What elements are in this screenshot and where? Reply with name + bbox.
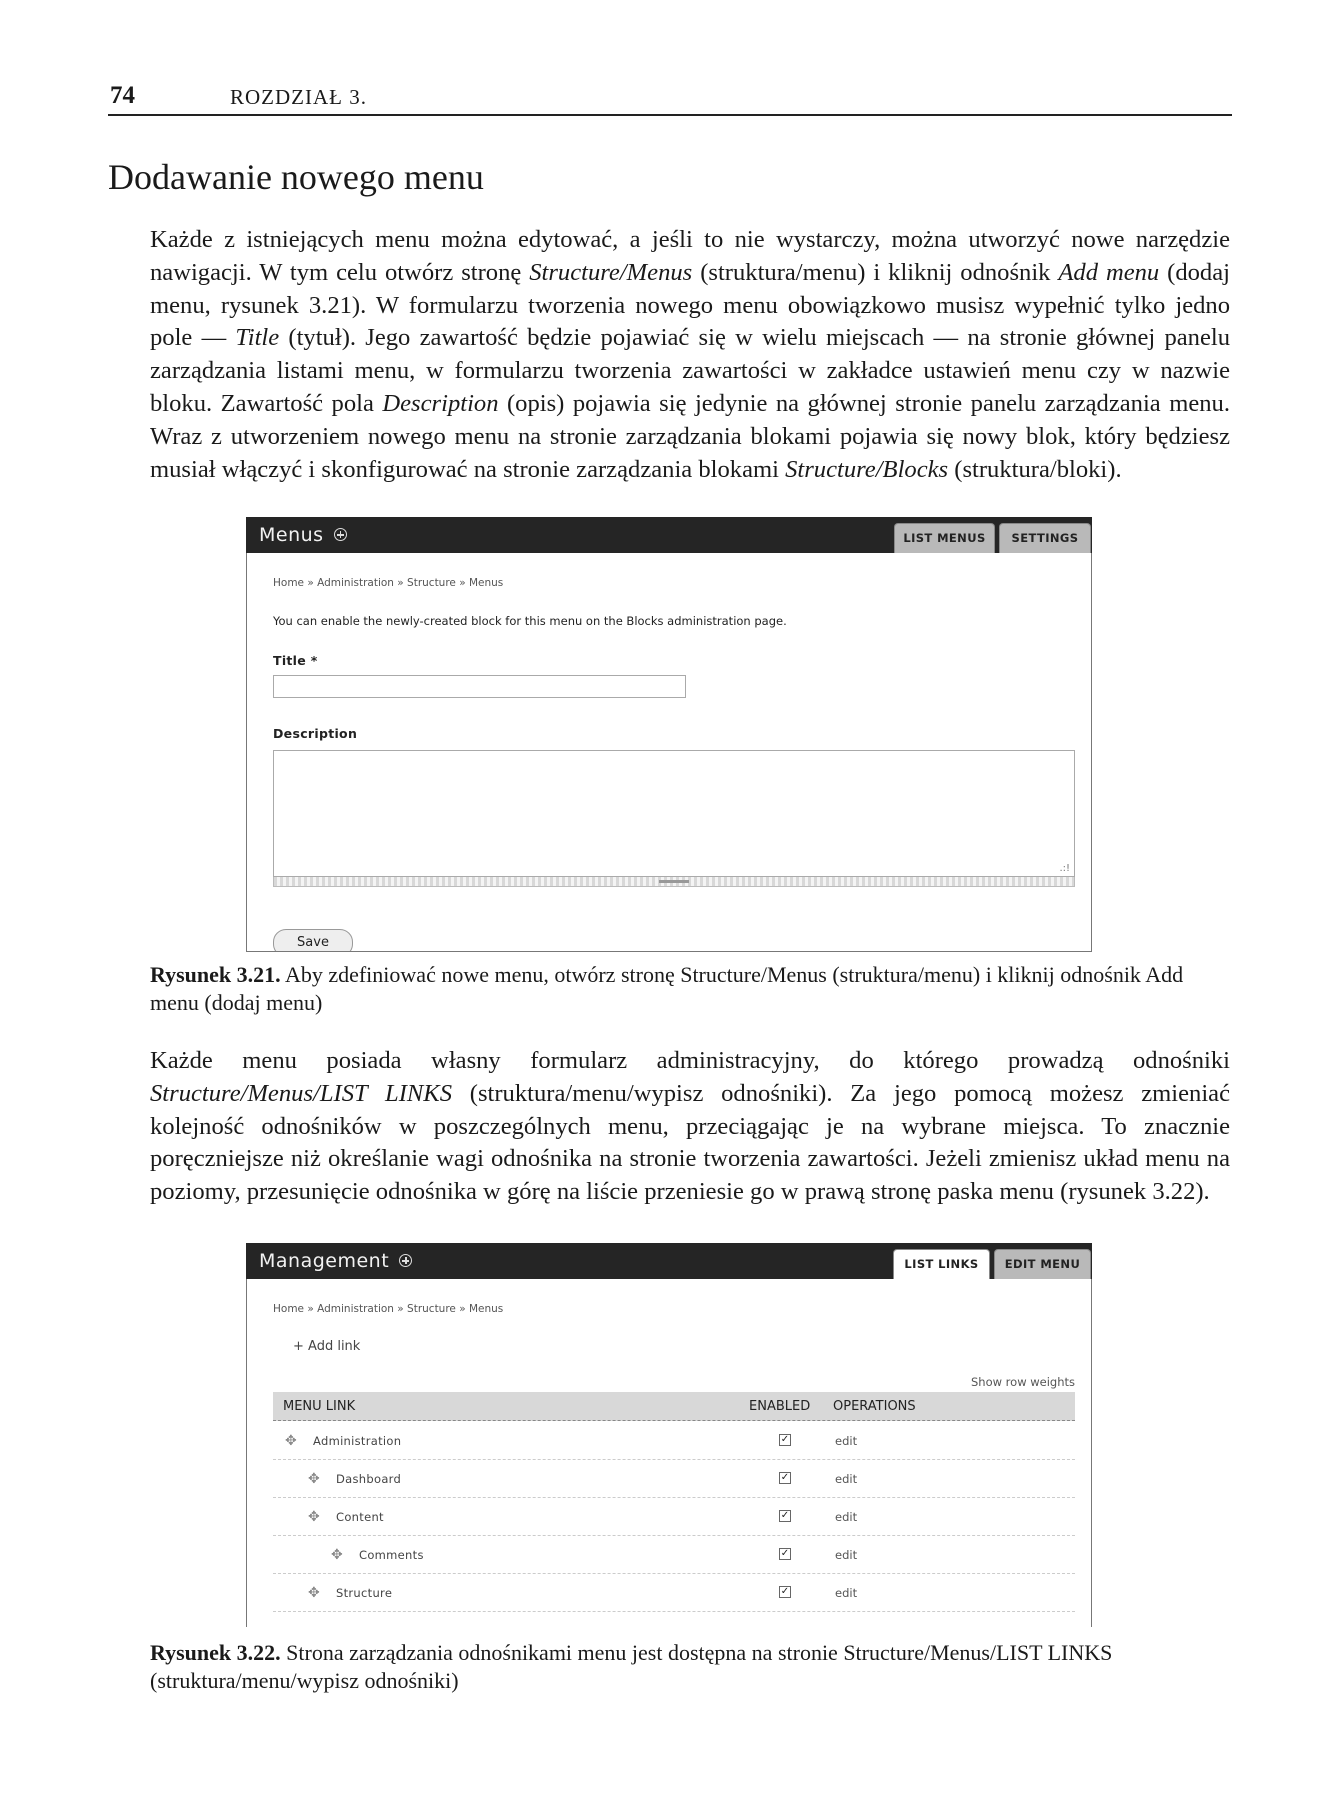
- edit-link[interactable]: edit: [835, 1548, 858, 1562]
- table-row: [273, 1421, 1075, 1460]
- column-header-enabled: ENABLED: [749, 1399, 811, 1414]
- title-input[interactable]: [273, 675, 686, 698]
- save-button[interactable]: Save: [273, 929, 353, 952]
- menu-link-label[interactable]: Structure: [336, 1586, 393, 1600]
- add-shortcut-icon[interactable]: [399, 1254, 412, 1267]
- tab-list-links[interactable]: LIST LINKS: [893, 1249, 990, 1279]
- figure-caption-3-21: Rysunek 3.21. Aby zdefiniować nowe menu, otwórz stronę Structure/Menus (struktura/menu) i kliknij odnośnik Add menu (dodaj menu): [150, 962, 1184, 1015]
- drag-handle-icon[interactable]: ✥: [285, 1433, 297, 1449]
- grip-handle: [659, 880, 689, 883]
- show-row-weights-link[interactable]: Show row weights: [971, 1375, 1076, 1389]
- column-header-menu-link: MENU LINK: [283, 1399, 356, 1414]
- section-title: Dodawanie nowego menu: [108, 157, 484, 197]
- breadcrumb[interactable]: Home » Administration » Structure » Menus: [273, 1303, 504, 1315]
- description-field-label: Description: [273, 726, 358, 741]
- running-header: [108, 76, 1232, 116]
- figure-management-screenshot: [246, 1243, 1092, 1627]
- menu-link-label[interactable]: Administration: [313, 1434, 402, 1448]
- edit-link[interactable]: edit: [835, 1510, 858, 1524]
- resize-corner-icon: .:!: [1059, 863, 1070, 874]
- table-row: [273, 1459, 1075, 1498]
- figure-menus-screenshot: [246, 517, 1092, 952]
- screenshot-title: Management: [259, 1250, 412, 1272]
- enabled-checkbox[interactable]: ✓: [780, 1548, 790, 1559]
- drag-handle-icon[interactable]: ✥: [308, 1509, 320, 1525]
- page-number: 74: [110, 82, 135, 109]
- drag-handle-icon[interactable]: ✥: [331, 1547, 343, 1563]
- figure-caption-3-22: Rysunek 3.22. Strona zarządzania odnośnikami menu jest dostępna na stronie Structure/Menus/LIST LINKS (struktura/menu/wypisz odnośniki): [150, 1640, 1113, 1693]
- description-textarea[interactable]: [273, 750, 1075, 877]
- paragraph-1: Każde z istniejących menu można edytować, a jeśli to nie wystarczy, można utworzyć nowe narzędzie nawigacji. W tym celu otwórz stronę Structure/Menus (struktura/menu) i kliknij odnośnik Add menu (dodaj menu, rysunek 3.21). W formularzu tworzenia nowego menu obowiązkowo musisz wypełnić tylko jedno pole — Title (tytuł). Jego zawartość będzie pojawiać się w wielu miejscach — na stronie głównej panelu zarządzania listami menu, w formularzu tworzenia zawartości w zakładce ustawień menu czy w nazwie bloku. Zawartość pola Description (opis) pojawia się jedynie na głównej stronie panelu zarządzania menu. Wraz z utworzeniem nowego menu na stronie zarządzania blokami pojawia się nowy blok, który będziesz musiał włączyć i skonfigurować na stronie zarządzania blokami Structure/Blocks (struktura/bloki).: [150, 226, 1231, 483]
- screenshot-title-bar: [246, 1243, 1092, 1279]
- add-link-button[interactable]: + Add link: [293, 1339, 361, 1354]
- menu-link-label[interactable]: Content: [336, 1510, 384, 1524]
- drag-handle-icon[interactable]: ✥: [308, 1471, 320, 1487]
- enabled-checkbox[interactable]: ✓: [780, 1472, 790, 1483]
- paragraph-2: Każde menu posiada własny formularz administracyjny, do którego prowadzą odnośniki Structure/Menus/LIST LINKS (struktura/menu/wypisz odnośniki). Za jego pomocą możesz zmieniać kolejność odnośników w poszczególnych menu, przeciągając je na wybrane miejsca. To znacznie poręczniejsze niż określanie wagi odnośnika na stronie tworzenia zawartości. Jeżeli zmienisz układ menu na poziomy, przesunięcie odnośnika w górę na liście przeniesie go w prawą stronę paska menu (rysunek 3.22).: [150, 1047, 1230, 1206]
- table-row: [273, 1535, 1075, 1574]
- screenshot-body: [246, 553, 1092, 951]
- edit-link[interactable]: edit: [835, 1434, 858, 1448]
- breadcrumb[interactable]: Home » Administration » Structure » Menus: [273, 577, 504, 589]
- tab-settings[interactable]: SETTINGS: [999, 523, 1091, 553]
- table-header: [273, 1392, 1075, 1421]
- enabled-checkbox[interactable]: ✓: [780, 1586, 790, 1597]
- enabled-checkbox[interactable]: ✓: [780, 1434, 790, 1445]
- tab-list-menus[interactable]: LIST MENUS: [894, 523, 995, 553]
- column-header-operations: OPERATIONS: [833, 1399, 916, 1414]
- chapter-label: ROZDZIAŁ 3.: [230, 85, 367, 109]
- add-shortcut-icon[interactable]: [334, 528, 347, 541]
- enabled-checkbox[interactable]: ✓: [780, 1510, 790, 1521]
- edit-link[interactable]: edit: [835, 1586, 858, 1600]
- drag-handle-icon[interactable]: ✥: [308, 1585, 320, 1601]
- title-field-label: Title *: [273, 653, 318, 668]
- menu-link-label[interactable]: Dashboard: [336, 1472, 402, 1486]
- table-row: [273, 1573, 1075, 1612]
- edit-link[interactable]: edit: [835, 1472, 858, 1486]
- menu-link-label[interactable]: Comments: [359, 1548, 424, 1562]
- screenshot-body: [246, 1279, 1092, 1627]
- tab-edit-menu[interactable]: EDIT MENU: [994, 1249, 1091, 1279]
- status-message: You can enable the newly-created block for this menu on the Blocks administration page.: [273, 614, 787, 628]
- textarea-resize-grip[interactable]: [273, 877, 1075, 887]
- screenshot-title-bar: [246, 517, 1092, 553]
- table-row: [273, 1497, 1075, 1536]
- screenshot-title: Menus: [259, 524, 347, 546]
